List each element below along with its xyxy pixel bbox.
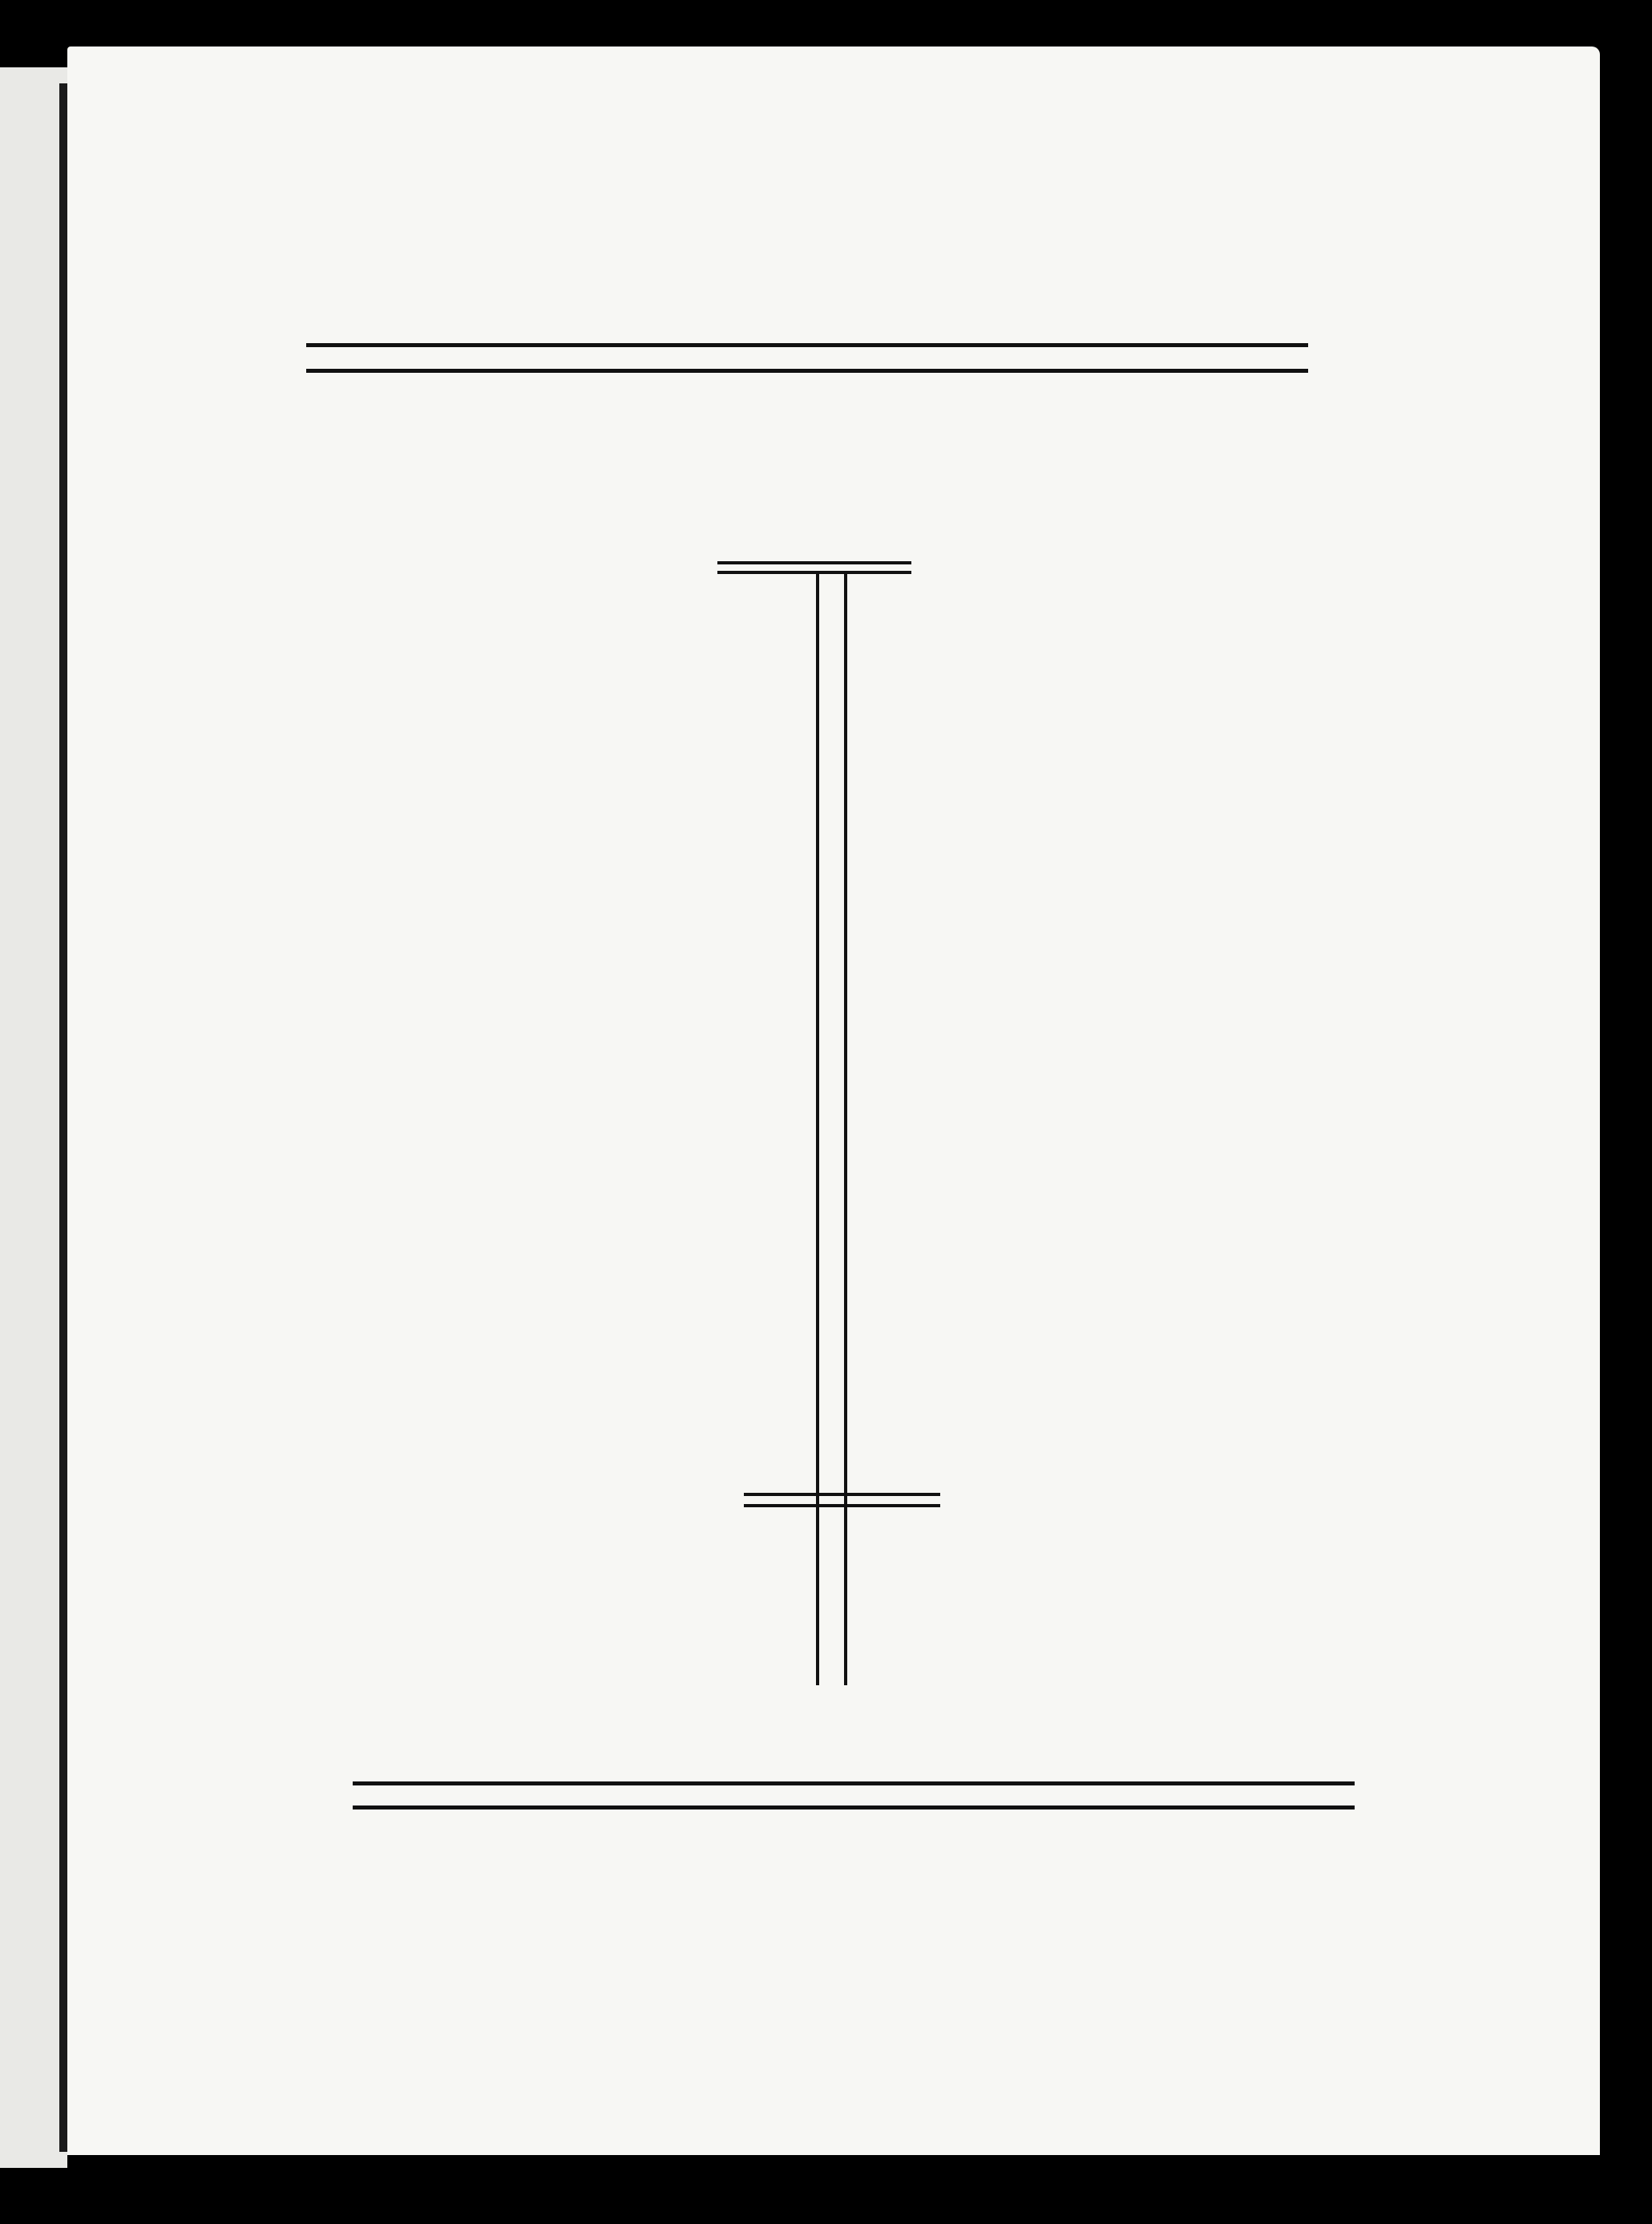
center-divider-1 xyxy=(816,571,819,1685)
top-divider-rule-1 xyxy=(717,561,911,564)
top-border-rule-1 xyxy=(306,343,1308,347)
bottom-border-rule-2 xyxy=(353,1805,1355,1810)
bottom-border-rule-1 xyxy=(353,1781,1355,1785)
mid-divider-rule-1 xyxy=(744,1493,940,1496)
top-divider-rule-2 xyxy=(717,571,911,574)
mid-divider-rule-2 xyxy=(744,1504,940,1507)
center-divider-2 xyxy=(844,571,847,1685)
bottom-holly-border xyxy=(353,1810,1356,1915)
top-border-rule-2 xyxy=(306,369,1308,373)
binding-gutter xyxy=(0,67,67,2168)
